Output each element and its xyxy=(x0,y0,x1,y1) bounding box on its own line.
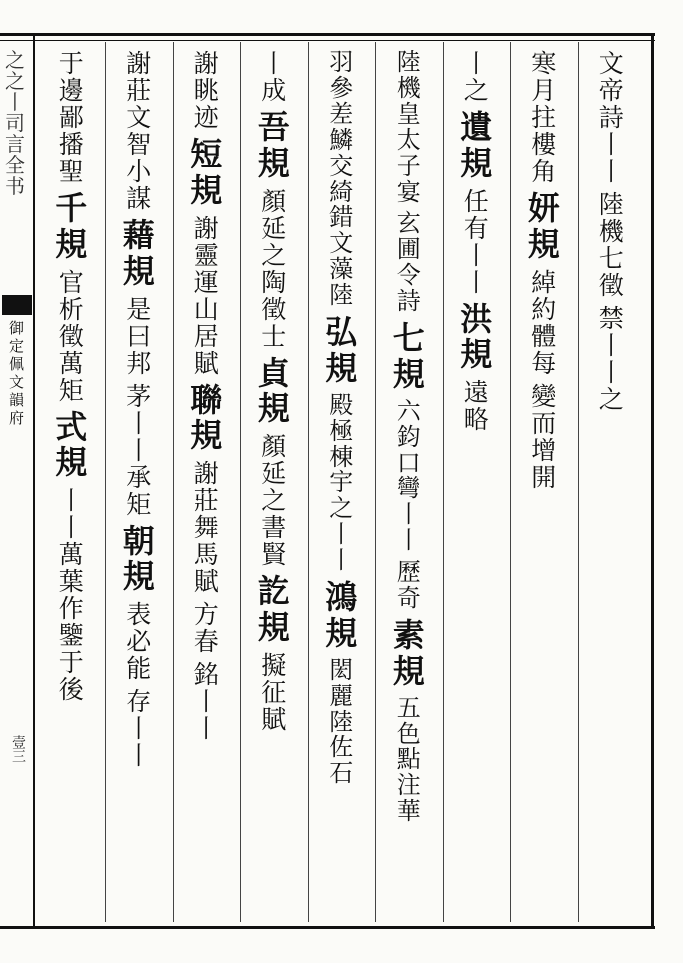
text-column xyxy=(527,50,561,918)
title-char: 御 xyxy=(8,319,24,337)
entry-text: 閎 麗 陸 佐 石 xyxy=(329,655,354,788)
entry-headword: 朝 規 xyxy=(122,521,155,596)
column-divider xyxy=(443,42,444,922)
entry-headword: 聯 規 xyxy=(190,380,223,455)
column-divider xyxy=(308,42,309,922)
entry-text: 顏 延 之 陶 徵 士 xyxy=(261,186,287,351)
entry-text: 擬 征 賦 xyxy=(261,650,287,734)
margin-char: 司 xyxy=(5,111,25,135)
entry-headword: 吾 規 xyxy=(257,108,290,182)
entry-text: 丨 之 xyxy=(463,50,489,105)
entry-headword: 貞 規 xyxy=(257,353,290,428)
entry-headword: 素 規 xyxy=(392,615,425,690)
entry-text: 丨 成 xyxy=(261,50,287,105)
entry-text: 陸 機 皇 太 子 宴 xyxy=(396,50,421,206)
left-border xyxy=(33,36,35,926)
margin-char: 书 xyxy=(5,174,25,198)
entry-text: 綽 約 體 每 xyxy=(531,267,557,378)
entry-headword: 洪 規 xyxy=(460,299,493,374)
entry-text: 顏 延 之 書 賢 xyxy=(261,432,287,570)
page-number: 壹三 xyxy=(10,735,26,763)
entry-text: 歷 奇 xyxy=(396,558,421,613)
entry-text: 謝 靈 運 山 居 賦 xyxy=(193,213,219,378)
text-column xyxy=(54,50,88,918)
title-char: 韻 xyxy=(8,391,24,409)
entry-text: 遠 略 xyxy=(463,378,489,435)
column-divider xyxy=(240,42,241,922)
entry-headword: 弘 規 xyxy=(325,313,358,387)
entry-text: 方 春 xyxy=(193,600,219,657)
margin-char: 全 xyxy=(5,153,25,177)
text-column xyxy=(189,50,223,918)
title-char: 文 xyxy=(8,373,24,391)
text-column xyxy=(459,50,493,918)
entry-text: 任 有 丨 丨 xyxy=(463,186,489,297)
entry-text: 官 析 徵 萬 矩 xyxy=(58,267,84,405)
text-column xyxy=(594,50,628,918)
entry-text: 是 曰 邦 xyxy=(126,294,152,378)
text-column xyxy=(122,50,156,918)
entry-text: 于 邊 鄙 播 聖 xyxy=(58,50,84,186)
column-divider xyxy=(578,42,579,922)
entry-headword: 式 規 xyxy=(55,407,88,482)
entry-headword: 訖 規 xyxy=(257,572,290,647)
entry-text: 丨 丨 萬 葉 作 鑒 于 後 xyxy=(58,486,84,705)
book-title xyxy=(9,319,24,427)
title-block-mark xyxy=(2,295,32,315)
entry-text: 變 而 增 開 xyxy=(531,381,557,492)
text-column xyxy=(392,50,426,918)
text-column xyxy=(257,50,291,918)
entry-text: 五 色 點 注 華 xyxy=(396,693,421,826)
entry-text: 文 帝 詩 丨 丨 xyxy=(598,50,624,186)
margin-char: 言 xyxy=(5,132,25,156)
top-border-inner xyxy=(0,40,655,41)
title-char: 佩 xyxy=(8,355,24,373)
entry-text: 殿 極 棟 宇 之 丨 丨 xyxy=(329,390,354,575)
entry-headword: 藉 規 xyxy=(122,216,155,290)
entry-text: 茅 丨 丨 承 矩 xyxy=(126,381,152,519)
title-char: 定 xyxy=(8,337,24,355)
entry-text: 表 必 能 xyxy=(126,600,152,684)
column-divider xyxy=(510,42,511,922)
entry-text: 陸 機 七 徵 xyxy=(598,190,624,300)
margin-char: 之 xyxy=(5,48,25,72)
margin-char: 丨 xyxy=(5,90,25,114)
entry-text: 玄 圃 令 詩 xyxy=(396,209,421,316)
column-divider xyxy=(105,42,106,922)
title-char: 府 xyxy=(8,409,24,427)
entry-headword: 七 規 xyxy=(392,319,425,393)
entry-text: 謝 莊 文 智 小 謀 xyxy=(126,50,152,213)
entry-text: 謝 莊 舞 馬 賦 xyxy=(193,459,219,597)
entry-headword: 妍 規 xyxy=(527,189,560,263)
column-divider xyxy=(173,42,174,922)
entry-text: 寒 月 拄 樓 角 xyxy=(531,50,557,186)
entry-headword: 千 規 xyxy=(55,189,88,263)
title-strip xyxy=(0,295,33,625)
entry-text: 禁 丨 丨 之 xyxy=(598,304,624,414)
entry-headword: 短 規 xyxy=(190,135,223,209)
bottom-border xyxy=(0,926,655,929)
entry-headword: 鴻 規 xyxy=(325,578,358,652)
right-border xyxy=(651,33,654,929)
entry-headword: 遺 規 xyxy=(460,108,493,182)
entry-text: 六 鈞 口 彎 丨 丨 xyxy=(396,396,421,555)
column-divider xyxy=(375,42,376,922)
entry-text: 存 丨 丨 xyxy=(126,687,152,771)
text-column xyxy=(324,50,358,918)
entry-text: 銘 丨 丨 xyxy=(193,660,219,744)
entry-text: 謝 眺 迹 xyxy=(193,50,219,132)
entry-text: 羽 參 差 鱗 交 綺 錯 文 藻 陸 xyxy=(329,50,354,310)
margin-char: 之 xyxy=(5,69,25,93)
top-border xyxy=(0,33,655,36)
